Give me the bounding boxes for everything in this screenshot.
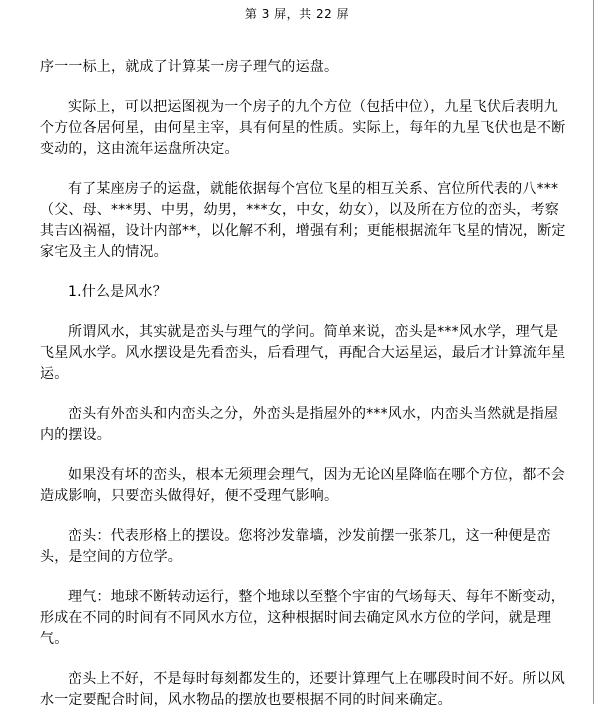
paragraph-7: 如果没有坏的峦头，根本无须理会理气，因为无论凶星降临在哪个方位，都不会造成影响，只要峦头做得好，便不受理气影响。 (40, 467, 565, 504)
paragraph-gap (40, 650, 568, 669)
paragraph-gap (40, 160, 568, 179)
paragraph-2: 实际上，可以把运图视为一个房子的九个方位（包括中位），九星飞伏后表明九个方位各居何星，由何星主宰，具有何星的性质。实际上，每年的九星飞伏也是不断变动的，这由流年运盘所决定。 (40, 99, 566, 157)
section-heading: 1.什么是风水？ (68, 284, 167, 300)
paragraph-gap (40, 446, 568, 465)
paragraph-3: 有了某座房子的运盘，就能依据每个宫位飞星的相互关系、宫位所代表的八***（父、母、***男、中男，幼男，***女，中女，幼女），以及所在方位的峦头，考察其吉凶祸福，设计内部**，以化解不利，增强有利；更能根据流年飞星的情况，断定家宅及主人的情况。 (40, 181, 566, 260)
paragraph-gap (40, 568, 568, 587)
paragraph-gap (40, 303, 568, 322)
paragraph-8: 峦头：代表形格上的摆设。您将沙发靠墙，沙发前摆一张茶几，这一种便是峦头，是空间的方位学。 (40, 528, 551, 565)
paragraph-gap (40, 385, 568, 404)
document-body (40, 57, 568, 711)
paragraph-5: 所谓风水，其实就是峦头与理气的学问。简单来说，峦头是***风水学，理气是飞星风水学。风水摆设是先看峦头，后看理气，再配合大运星运，最后才计算流年星运。 (40, 324, 566, 382)
page-indicator: 第 3 屏，共 22 屏 (244, 7, 350, 21)
paragraph-gap (40, 507, 568, 526)
paragraph-gap (40, 263, 568, 282)
paragraph-9: 理气：地球不断转动运行，整个地球以至整个宇宙的气场每天、每年不断变动，形成在不同的时间有不同风水方位，这种根据时间去确定风水方位的学问，就是理气。 (40, 589, 565, 647)
paragraph-gap (40, 78, 568, 97)
paragraph-6: 峦头有外峦头和内峦头之分，外峦头是指屋外的***风水，内峦头当然就是指屋内的摆设。 (40, 406, 559, 443)
paragraph-1: 序一一标上，就成了计算某一房子理气的运盘。 (40, 59, 339, 75)
paragraph-10: 峦头上不好，不是每时每刻都发生的，还要计算理气上在哪段时间不好。所以风水一定要配合时间，风水物品的摆放也要根据不同的时间来确定。 (40, 671, 565, 708)
